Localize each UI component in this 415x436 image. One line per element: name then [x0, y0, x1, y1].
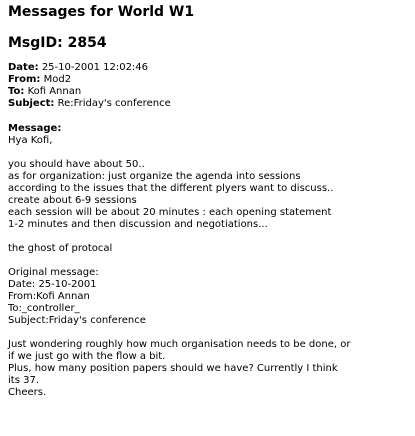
message-line: Just wondering roughly how much organisation needs to be done, or — [8, 339, 351, 350]
message-line — [8, 147, 408, 159]
date-label: Date: — [8, 62, 39, 73]
page-title: Messages for World W1 — [8, 4, 195, 20]
message-line: Hya Kofi, — [8, 135, 53, 146]
message-line: Original message: — [8, 267, 99, 278]
message-line: create about 6-9 sessions — [8, 195, 137, 206]
message-line: as for organization: just organize the agenda into sessions — [8, 171, 301, 182]
from-row — [8, 74, 408, 86]
message-line: if we just go with the flow a bit. — [8, 351, 166, 362]
from-label: From: — [8, 74, 41, 85]
to-label: To: — [8, 86, 25, 97]
message-line: Date: 25-10-2001 — [8, 279, 97, 290]
message-line: Cheers. — [8, 387, 47, 398]
msgid-value: 2854 — [67, 35, 107, 51]
subject-label: Subject: — [8, 98, 55, 109]
message-body — [8, 135, 408, 399]
to-value: Kofi Annan — [27, 86, 82, 97]
message-id — [8, 35, 408, 52]
date-value: 25-10-2001 12:02:46 — [41, 62, 149, 73]
message-header — [8, 62, 408, 110]
message-line: 1-2 minutes and then discussion and negotiations... — [8, 219, 268, 230]
msgid-label: MsgID: — [8, 35, 63, 51]
message-line: according to the issues that the different plyers want to discuss.. — [8, 183, 334, 194]
message-line — [8, 231, 408, 243]
message-line: Plus, how many position papers should we have? Currently I think — [8, 363, 338, 374]
date-row — [8, 62, 408, 74]
message-line: Subject:Friday's conference — [8, 315, 146, 326]
message-line: its 37. — [8, 375, 39, 386]
message-line — [8, 327, 408, 339]
to-row — [8, 86, 408, 98]
subject-value: Re:Friday's conference — [57, 98, 171, 109]
message-line: From:Kofi Annan — [8, 291, 90, 302]
message-page — [8, 4, 408, 399]
message-label: Message: — [8, 123, 62, 134]
message-line: To:_controller_ — [8, 303, 80, 314]
message-line — [8, 255, 408, 267]
message-line: each session will be about 20 minutes : each opening statement — [8, 207, 332, 218]
subject-row — [8, 98, 408, 110]
from-value: Mod2 — [43, 74, 72, 85]
message-line: you should have about 50.. — [8, 159, 145, 170]
message-line: the ghost of protocal — [8, 243, 113, 254]
